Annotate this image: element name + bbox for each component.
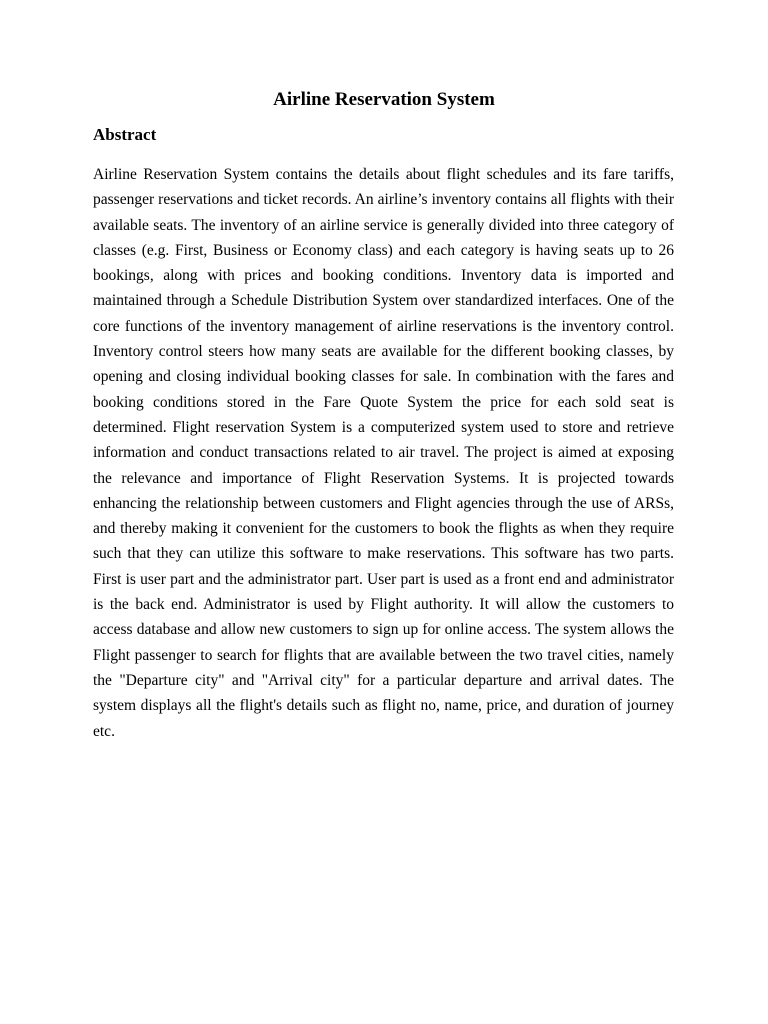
abstract-paragraph: Airline Reservation System contains the details about flight schedules and its fare tariffs, passenger reservations and ticket records. An airline’s inventory contains all flights with their available seats. The inventory of an airline service is generally divided into three category of classes (e.g. First, Business or Economy class) and each category is having seats up to 26 bookings, along with prices and booking conditions. Inventory data is imported and maintained through a Schedule Distribution System over standardized interfaces. One of the core functions of the inventory management of airline reservations is the inventory control. Inventory control steers how many seats are available for the different booking classes, by opening and closing individual booking classes for sale. In combination with the fares and booking conditions stored in the Fare Quote System the price for each sold seat is determined. Flight reservation System is a computerized system used to store and retrieve information and conduct transactions related to air travel. The project is aimed at exposing the relevance and importance of Flight Reservation Systems. It is projected towards enhancing the relationship between customers and Flight agencies through the use of ARSs, and thereby making it convenient for the customers to book the flights as when they require such that they can utilize this software to make reservations. This software has two parts. First is user part and the administrator part. User part is used as a front end and administrator is the back end. Administrator is used by Flight authority. It will allow the customers to access database and allow new customers to sign up for online access. The system allows the Flight passenger to search for flights that are available between the two travel cities, namely the "Departure city" and "Arrival city" for a particular departure and arrival dates. The system displays all the flight's details such as flight no, name, price, and duration of journey etc. — [93, 166, 674, 740]
abstract-heading: Abstract — [93, 125, 157, 144]
document-title: Airline Reservation System — [273, 89, 495, 110]
